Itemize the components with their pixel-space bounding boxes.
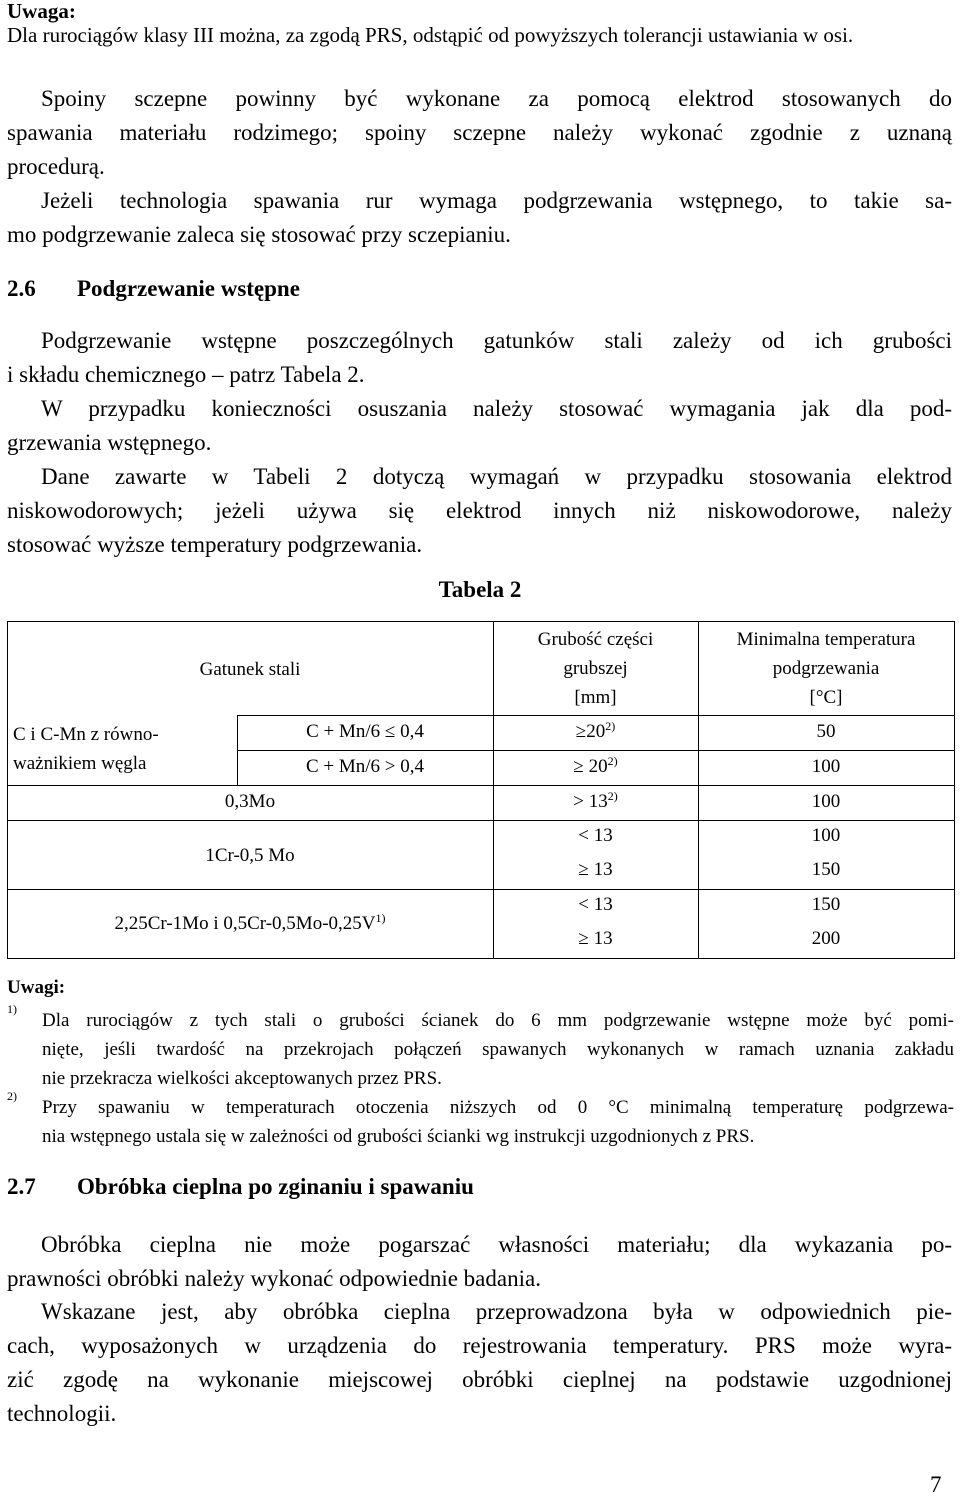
crmov-thickness-2: ≥ 13 — [578, 928, 613, 949]
note-1-line-2: nięte, jeśli twardość na przekrojach połączeń spawanych wykonanych w ramach uznania zakładu — [42, 1039, 954, 1060]
header-grade: Gatunek stali — [199, 659, 301, 680]
header-thickness-line-3: [mm] — [574, 687, 617, 708]
table-caption: Tabela 2 — [438, 577, 522, 602]
mo-temperature: 100 — [811, 791, 841, 812]
para-27b-line-3: zić zgodę na wykonanie miejscowej obróbki cieplnej na podstawie uzgodnionej — [7, 1367, 952, 1392]
cmn-1-temperature: 50 — [816, 721, 836, 742]
para-27a-line-1: Obróbka cieplna nie może pogarszać własności materiału; dla wykazania po- — [41, 1232, 952, 1257]
section-27-title: Obróbka cieplna po zginaniu i spawaniu — [77, 1174, 474, 1199]
mo-grade: 0,3Mo — [224, 791, 276, 812]
note-1-line-1: Dla rurociągów z tych stali o grubości ścianek do 6 mm podgrzewanie wstępne może być pomi- — [42, 1010, 954, 1031]
para-27b-line-1: Wskazane jest, aby obróbka cieplna przeprowadzona była w odpowiednich pie- — [41, 1299, 952, 1324]
cmn-label-line-1: C i C-Mn z równo- — [13, 724, 159, 745]
para-tack-line-2: spawania materiału rodzimego; spoiny sczepne należy wykonać zgodnie z uznaną — [7, 120, 952, 145]
note-2-line-1: Przy spawaniu w temperaturach otoczenia niższych od 0 °C minimalną temperaturę podgrzewa- — [42, 1097, 954, 1118]
mo-thickness: > $13^{2)}$ — [573, 789, 618, 812]
header-thickness-line-1: Grubość części — [537, 629, 654, 650]
crmo-grade: 1Cr-0,5 Mo — [205, 845, 295, 866]
crmov-thickness-1: < 13 — [578, 894, 613, 915]
para-26c-line-2: niskowodorowych; jeżeli używa się elektrod innych niż niskowodorowe, należy — [7, 498, 952, 523]
cmn-2-temperature: 100 — [811, 756, 841, 777]
crmov-grade: 2,25Cr-1Mo i $0,5Cr-0,5Mo-0,25V^{1)}$ — [114, 911, 386, 934]
page-number: 7 — [930, 1472, 942, 1497]
para-26c-line-3: stosować wyższe temperatury podgrzewania. — [7, 532, 423, 557]
section-27-number: 2.7 — [7, 1174, 36, 1199]
cmn-1-thickness: $\ge 20^{2)}$ — [575, 719, 616, 742]
para-tack-line-1: Spoiny sczepne powinny być wykonane za pomocą elektrod stosowanych do — [41, 86, 952, 111]
note-1-marker: 1) — [7, 1002, 17, 1016]
cmn-label-line-2: ważnikiem węgla — [13, 753, 147, 774]
para-tack-line-3: procedurą. — [7, 154, 105, 179]
para-26b-line-2: grzewania wstępnego. — [7, 430, 212, 455]
cmn-2-condition: C + Mn/6 > 0,4 — [305, 756, 425, 777]
cmn-1-condition: C + Mn/6 ≤ 0,4 — [306, 721, 424, 742]
note-2-line-2: nia wstępnego ustala się w zależności od grubości ścianki wg instrukcji uzgodnionych z PRS. — [42, 1126, 755, 1147]
top-note-label: Uwaga: — [7, 0, 76, 23]
para-26a-line-2: i składu chemicznego – patrz Tabela 2. — [7, 362, 365, 387]
header-temperature-line-3: [°C] — [809, 687, 843, 708]
crmo-thickness-2: ≥ 13 — [578, 859, 613, 880]
crmov-temperature-1: 150 — [811, 894, 841, 915]
para-27b-line-2: cach, wyposażonych w urządzenia do rejestrowania temperatury. PRS może wyra- — [7, 1333, 952, 1358]
para-preheat-tack-line-1: Jeżeli technologia spawania rur wymaga podgrzewania wstępnego, to takie sa- — [41, 188, 952, 213]
para-preheat-tack-line-2: mo podgrzewanie zaleca się stosować przy sczepianiu. — [7, 222, 511, 247]
note-2-marker: 2) — [7, 1089, 17, 1103]
para-26a-line-1: Podgrzewanie wstępne poszczególnych gatunków stali zależy od ich grubości — [41, 328, 952, 353]
header-thickness-line-2: grubszej — [563, 658, 628, 679]
crmov-temperature-2: 200 — [811, 928, 841, 949]
header-temperature-line-1: Minimalna temperatura — [736, 629, 916, 650]
crmo-temperature-2: 150 — [811, 859, 841, 880]
section-26-title: Podgrzewanie wstępne — [77, 276, 300, 301]
para-26b-line-1: W przypadku konieczności osuszania należy stosować wymagania jak dla pod- — [41, 396, 952, 421]
section-26-number: 2.6 — [7, 276, 36, 301]
note-1-line-3: nie przekracza wielkości akceptowanych przez PRS. — [42, 1068, 442, 1089]
cmn-2-thickness: ≥ $20^{2)}$ — [573, 754, 618, 777]
crmo-thickness-1: < 13 — [578, 825, 613, 846]
notes-label: Uwagi: — [7, 977, 66, 998]
para-26c-line-1: Dane zawarte w Tabeli 2 dotyczą wymagań w przypadku stosowania elektrod — [41, 464, 952, 489]
crmo-temperature-1: 100 — [811, 825, 841, 846]
para-27a-line-2: prawności obróbki należy wykonać odpowiednie badania. — [7, 1266, 541, 1291]
header-temperature-line-2: podgrzewania — [772, 658, 880, 679]
top-note-text: Dla rurociągów klasy III można, za zgodą PRS, odstąpić od powyższych tolerancji ustawiania w osi. — [7, 23, 854, 47]
para-27b-line-4: technologii. — [7, 1401, 117, 1426]
